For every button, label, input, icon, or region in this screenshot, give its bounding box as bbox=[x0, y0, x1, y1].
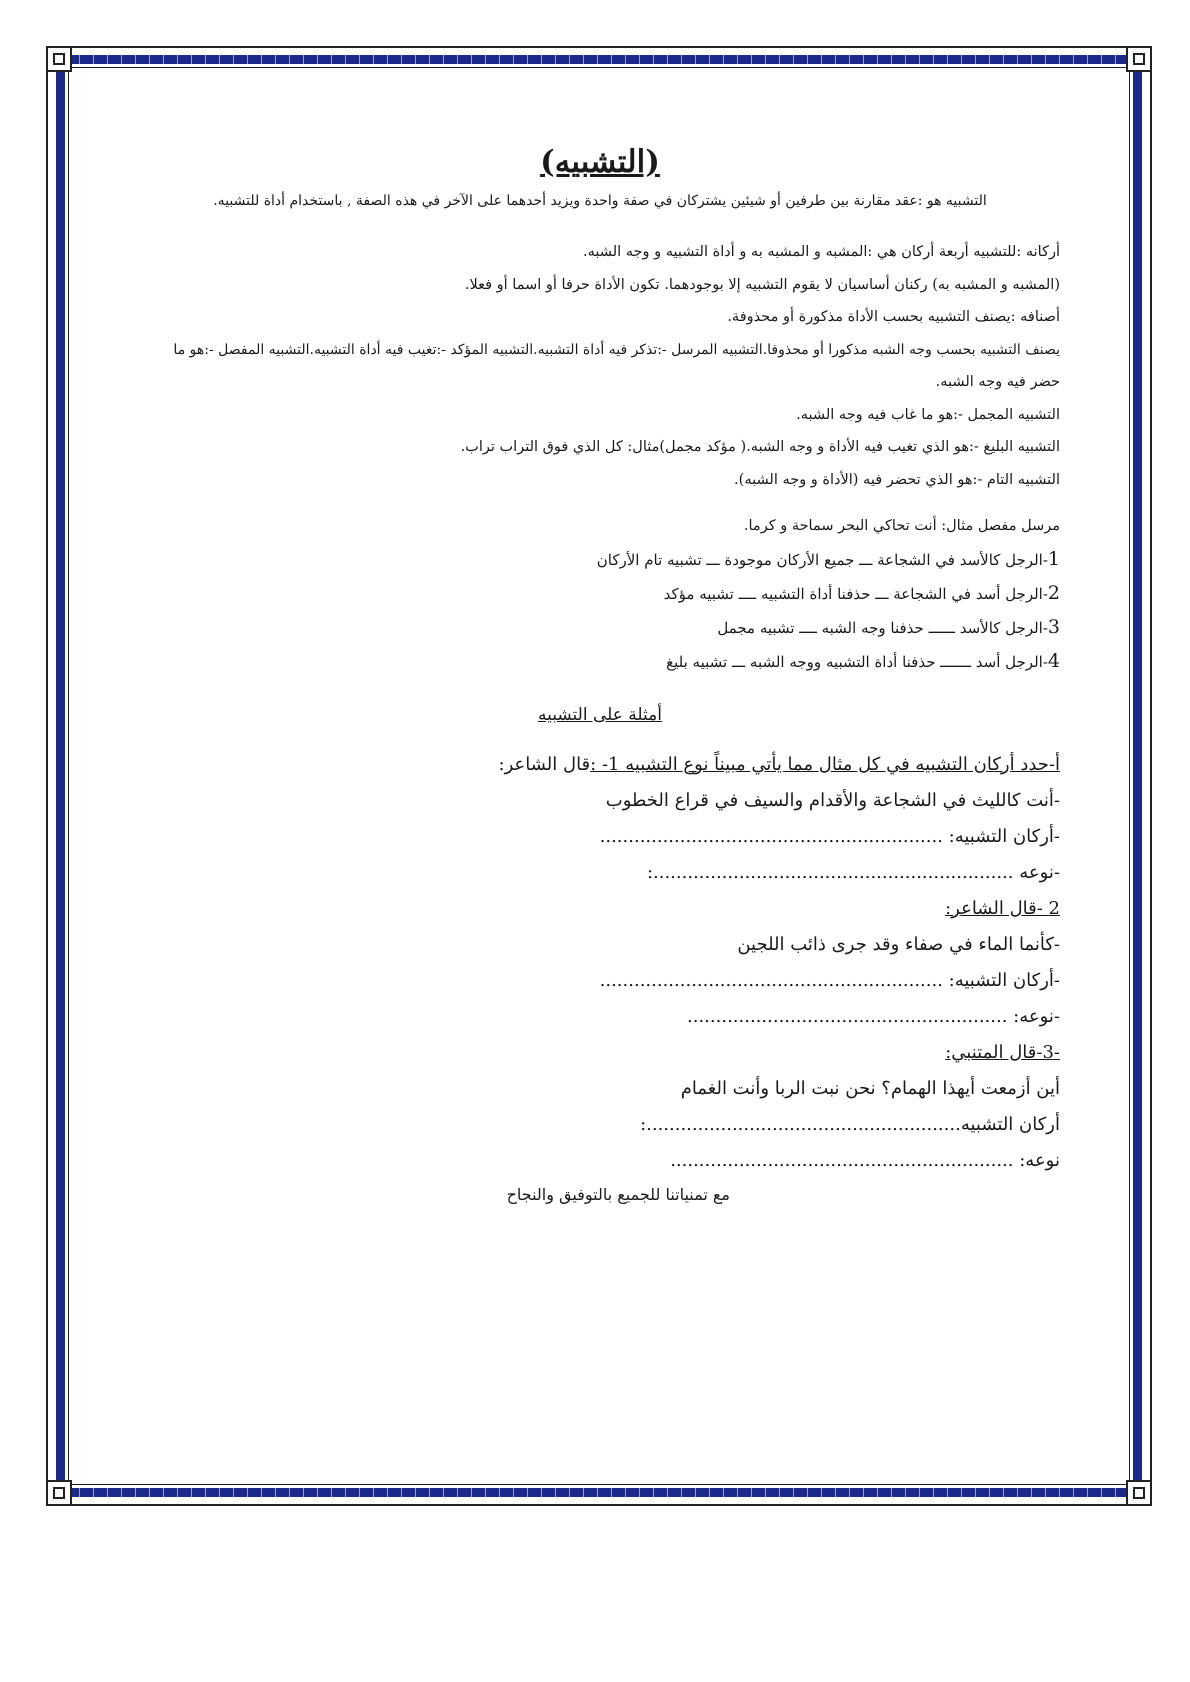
example-line: 1-الرجل كالأسد في الشجاعة ـــ جميع الأركان موجودة ـــ تشبيه تام الأركان bbox=[596, 547, 1060, 570]
q2-verse: -كأنما الماء في صفاء وقد جرى ذائب اللجين bbox=[737, 933, 1060, 955]
q3-arkan-blank: أركان التشبيه.......................................................: bbox=[640, 1113, 1060, 1135]
q3-heading: -3-قال المتنبي: bbox=[945, 1041, 1060, 1063]
example-line: 2-الرجل أسد في الشجاعة ـــ حذفنا أداة التشبيه ــــ تشبيه مؤكد bbox=[663, 581, 1060, 604]
text-line: يصنف التشبيه بحسب وجه الشبه مذكورا أو محذوفا.التشبيه المرسل -:تذكر فيه أداة التشبيه.التشبيه المؤكد -:تغيب فيه أداة التشبيه.التشبيه المفصل -:هو ما bbox=[173, 341, 1060, 358]
text-line: (المشبه و المشبه به) ركنان أساسيان لا يقوم التشبيه إلا بوجودهما. تكون الأداة حرفا أو اسما أو فعلا. bbox=[464, 276, 1060, 293]
text-line: أركانه :للتشبيه أربعة أركان هي :المشبه و المشبه به و أداة التشبيه و وجه الشبه. bbox=[583, 244, 1060, 260]
q2-heading: 2 -قال الشاعر: bbox=[945, 897, 1060, 919]
example-line: 3-الرجل كالأسد ــــــ حذفنا وجه الشبه ــــ تشبيه مجمل bbox=[717, 615, 1060, 638]
example-intro: مرسل مفصل مثال: أنت تحاكي البحر سماحة و كرما. bbox=[743, 518, 1060, 534]
q1-arkan-blank: -أركان التشبيه: ............................................................ bbox=[599, 825, 1060, 847]
q3-type-blank: نوعه: ............................................................ bbox=[670, 1149, 1060, 1171]
corner-ornament-bottom-left bbox=[46, 1480, 72, 1506]
q3-verse: أين أزمعت أيهذا الهمام؟ نحن نبت الربا وأنت الغمام bbox=[680, 1077, 1060, 1099]
text-line: حضر فيه وجه الشبه. bbox=[935, 374, 1060, 390]
exercise-prompt: أ-حدد أركان التشبيه في كل مثال مما يأتي مبيناً نوع التشبيه 1- :قال الشاعر: bbox=[498, 753, 1060, 775]
corner-ornament-top-left bbox=[46, 46, 72, 72]
q2-arkan-blank: -أركان التشبيه: ............................................................ bbox=[599, 969, 1060, 991]
closing-wish: مع تمنياتنا للجميع بالتوفيق والنجاح bbox=[506, 1184, 730, 1204]
document-body bbox=[140, 140, 1060, 1211]
page-title: (التشبيه) bbox=[540, 144, 660, 180]
text-line: التشبيه المجمل -:هو ما غاب فيه وجه الشبه. bbox=[796, 406, 1060, 423]
text-line: أصنافه :يصنف التشبيه بحسب الأداة مذكورة أو محذوفة. bbox=[727, 309, 1060, 325]
exercises-heading: أمثلة على التشبيه bbox=[537, 704, 662, 725]
definition: التشبيه هو :عقد مقارنة بين طرفين أو شيئين يشتركان في صفة واحدة ويزيد أحدهما على الآخر في هذه الصفة , باستخدام أداة للتشبيه. bbox=[213, 193, 987, 209]
q1-type-blank: -نوعه ...............................................................: bbox=[646, 861, 1060, 883]
text-line: التشبيه البليغ -:هو الذي تغيب فيه الأداة و وجه الشبه.( مؤكد مجمل)مثال: كل الذي فوق التراب تراب. bbox=[460, 439, 1060, 455]
q2-type-blank: -نوعه: ........................................................ bbox=[687, 1005, 1060, 1027]
text-line: التشبيه التام -:هو الذي تحضر فيه (الأداة و وجه الشبه). bbox=[734, 471, 1060, 488]
corner-ornament-top-right bbox=[1126, 46, 1152, 72]
corner-ornament-bottom-right bbox=[1126, 1480, 1152, 1506]
example-line: 4-الرجل أسد ـــــــ حذفنا أداة التشبيه ووجه الشبه ـــ تشبيه بليغ bbox=[666, 649, 1060, 672]
q1-verse: -أنت كالليث في الشجاعة والأقدام والسيف في قراع الخطوب bbox=[605, 789, 1060, 811]
